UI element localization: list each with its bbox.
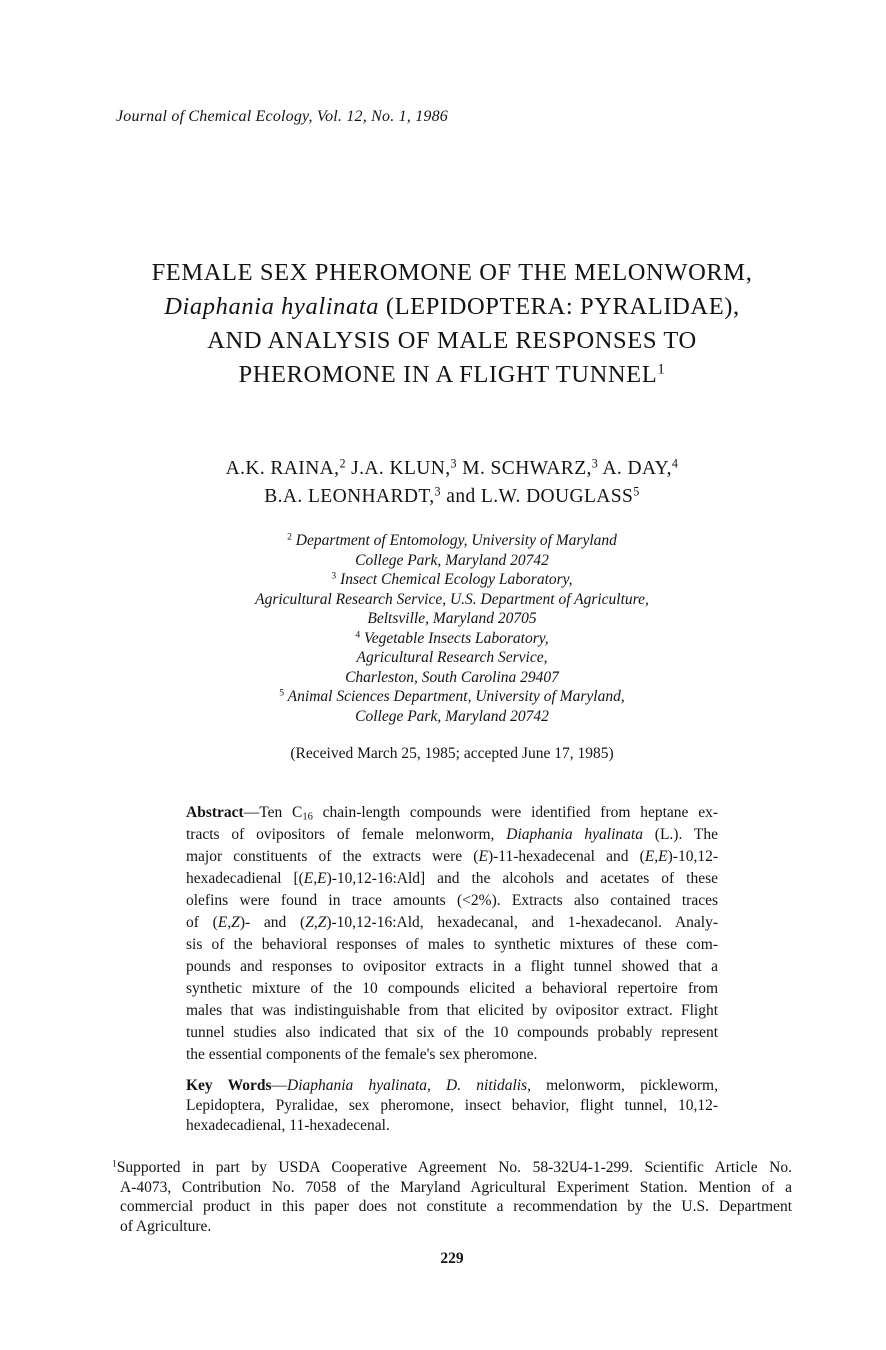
author-name: and L.W. DOUGLASS — [446, 486, 634, 507]
affil-text: Department of Entomology, University of Maryland — [295, 532, 617, 549]
affil-mark: 2 — [287, 531, 292, 543]
abstract-line — [186, 868, 718, 890]
author-affil-mark: 3 — [450, 456, 457, 471]
abstract-label: Abstract — [186, 804, 244, 821]
title-line-4 — [0, 358, 886, 392]
abstract-italic: E,E — [644, 848, 668, 865]
author-name: A.K. RAINA, — [225, 458, 340, 479]
received-dates: (Received March 25, 1985; accepted June 17, 1985) — [290, 745, 614, 762]
author-affil-mark: 2 — [339, 456, 346, 471]
abstract-text: hexadecadienal [( — [186, 870, 304, 887]
abstract-text: )-10,12-16:Ald] and the alcohols and acetates of these — [326, 870, 718, 887]
author-affil-mark: 4 — [671, 456, 679, 471]
abstract-text: )-11-hexadecenal and ( — [487, 848, 645, 865]
keywords-label: Key Words — [186, 1077, 272, 1094]
key-words — [186, 1076, 718, 1136]
authors-line-1 — [0, 455, 886, 483]
abstract-text: major constituents of the extracts were ( — [186, 848, 479, 865]
abstract-italic: Diaphania hyalinata — [506, 826, 643, 843]
footnote-text: Supported in part by USDA Cooperative Agreement No. 58-32U4-1-299. Scientific Article No. — [116, 1159, 792, 1176]
affiliation-line — [0, 687, 886, 707]
author-affil-mark: 3 — [591, 456, 599, 471]
title-line-3: AND ANALYSIS OF MALE RESPONSES TO — [207, 327, 697, 354]
footnote-line: commercial product in this paper does not constitute a recommendation by the U.S. Department — [120, 1198, 792, 1215]
keywords-line — [186, 1076, 718, 1096]
abstract-text: chain-length compounds were identified from heptane ex- — [312, 804, 718, 821]
abstract-line — [186, 802, 718, 824]
affil-mark: 3 — [331, 570, 337, 582]
title-line-1: FEMALE SEX PHEROMONE OF THE MELONWORM, — [151, 259, 753, 286]
affiliation-line: Charleston, South Carolina 29407 — [345, 668, 559, 686]
affil-text: Animal Sciences Department, University of Maryland, — [287, 688, 625, 705]
abstract-text: )-10,12-16:Ald, hexadecanal, and 1-hexadecanol. Analy- — [326, 914, 718, 931]
affiliation-line — [0, 629, 886, 649]
affiliation-line — [0, 531, 886, 551]
keywords-line: Lepidoptera, Pyralidae, sex pheromone, insect behavior, flight tunnel, 10,12- — [186, 1097, 718, 1114]
authors-line-2 — [0, 483, 886, 511]
title-line-4-text: PHEROMONE IN A FLIGHT TUNNEL — [238, 361, 658, 388]
affil-text: Vegetable Insects Laboratory, — [363, 629, 549, 647]
abstract-line: tunnel studies also indicated that six of the 10 compounds probably represent — [186, 1024, 718, 1041]
footnote-mark: 1 — [112, 1158, 117, 1170]
title-line-2 — [0, 290, 886, 324]
abstract-subscript: 16 — [302, 811, 313, 823]
affiliation-line: Agricultural Research Service, U.S. Department of Agriculture, — [255, 590, 649, 608]
keywords-text: — — [271, 1077, 287, 1094]
abstract-text: tracts of ovipositors of female melonworm, — [186, 826, 507, 843]
abstract-italic: E — [478, 848, 488, 865]
abstract-line: olefins were found in trace amounts (<2%). Extracts also contained traces — [186, 892, 718, 909]
article-title — [0, 256, 886, 392]
abstract-text: (L.). The — [642, 826, 719, 843]
footnote-line: of Agriculture. — [120, 1217, 212, 1235]
abstract-text: of ( — [186, 914, 218, 931]
title-line-2-rest: (LEPIDOPTERA: PYRALIDAE), — [379, 293, 740, 320]
abstract-line: the essential components of the female's sex pheromone. — [186, 1046, 538, 1063]
affiliation-line: Agricultural Research Service, — [356, 649, 548, 666]
title-species: Diaphania hyalinata — [164, 293, 380, 320]
abstract-line — [186, 824, 718, 846]
affil-mark: 4 — [355, 629, 361, 641]
author-affil-mark: 3 — [434, 484, 441, 499]
abstract-line — [186, 912, 718, 934]
footnote — [112, 1158, 792, 1236]
abstract-line: sis of the behavioral responses of males to synthetic mixtures of these com- — [186, 936, 718, 953]
abstract-line: pounds and responses to ovipositor extracts in a flight tunnel showed that a — [186, 958, 718, 975]
author-name: J.A. KLUN, — [351, 458, 451, 479]
journal-citation: Journal of Chemical Ecology, Vol. 12, No. 1, 1986 — [116, 108, 448, 125]
author-name: A. DAY, — [602, 458, 672, 479]
abstract-line: synthetic mixture of the 10 compounds elicited a behavioral repertoire from — [186, 980, 718, 997]
author-name: B.A. LEONHARDT, — [264, 486, 435, 507]
abstract-text: )-10,12- — [667, 848, 718, 865]
keywords-line: hexadecadienal, 11-hexadecenal. — [186, 1117, 390, 1134]
footnote-line — [112, 1158, 792, 1178]
abstract-italic: E,E — [303, 870, 327, 887]
affil-text: Insect Chemical Ecology Laboratory, — [340, 571, 573, 588]
affiliation-line — [0, 570, 886, 590]
keywords-italic: Diaphania hyalinata, D. nitidalis, — [287, 1077, 531, 1094]
author-name: M. SCHWARZ, — [462, 458, 592, 479]
author-list — [0, 455, 886, 511]
affil-mark: 5 — [279, 687, 285, 699]
abstract-line — [186, 846, 718, 868]
abstract-text: —Ten C — [243, 804, 303, 821]
affiliation-line: College Park, Maryland 20742 — [355, 551, 549, 569]
title-footnote-mark: 1 — [657, 360, 666, 378]
abstract-italic: Z,Z — [305, 914, 327, 931]
abstract-italic: E,Z — [217, 914, 240, 931]
abstract — [186, 802, 718, 1066]
abstract-line: males that was indistinguishable from that elicited by ovipositor extract. Flight — [186, 1002, 718, 1019]
keywords-text: melonworm, pickleworm, — [530, 1077, 718, 1094]
footnote-line: A-4073, Contribution No. 7058 of the Maryland Agricultural Experiment Station. Mention of a — [120, 1178, 792, 1196]
abstract-text: )- and ( — [239, 914, 306, 931]
page-number: 229 — [440, 1250, 464, 1267]
affiliation-line: Beltsville, Maryland 20705 — [367, 610, 537, 627]
author-affil-mark: 5 — [633, 484, 640, 499]
affiliations — [0, 531, 886, 726]
affiliation-line: College Park, Maryland 20742 — [355, 707, 549, 725]
